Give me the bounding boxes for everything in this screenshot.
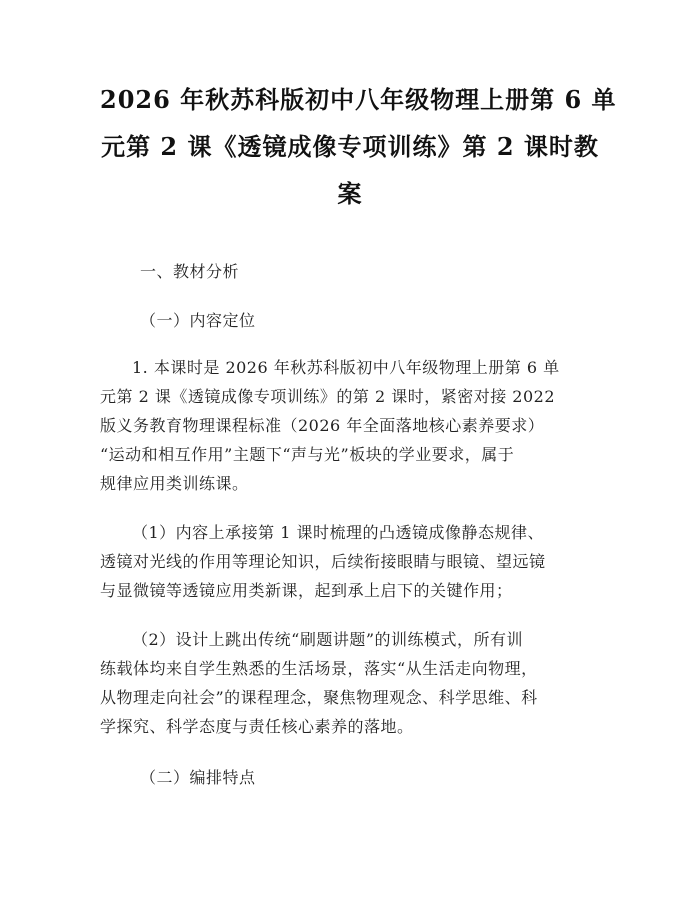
paragraph-line: 规律应用类训练课。	[100, 474, 249, 493]
paragraph-course-overview	[100, 353, 600, 498]
paragraph-line: 从物理走向社会”的课程理念，聚焦物理观念、科学思维、科	[100, 688, 538, 707]
title-line: 案	[337, 179, 363, 208]
paragraph-line: 版义务教育物理课程标准（2026 年全面落地核心素养要求）	[100, 416, 545, 435]
section-heading-teaching-analysis: 一、教材分析	[140, 262, 240, 281]
subsection-heading-content-positioning: （一）内容定位	[140, 311, 256, 330]
title-line: 元第 2 课《透镜成像专项训练》第 2 课时教	[101, 132, 599, 161]
subsection-heading-arrangement-features: （二）编排特点	[140, 768, 256, 787]
paragraph-line: 练载体均来自学生熟悉的生活场景，落实“从生活走向物理，	[100, 659, 538, 678]
paragraph-design-approach	[100, 625, 600, 741]
paragraph-line: （1）内容上承接第 1 课时梳理的凸透镜成像静态规律、	[132, 523, 545, 542]
paragraph-line: “运动和相互作用”主题下“声与光”板块的学业要求，属于	[100, 445, 515, 464]
paragraph-line: 透镜对光线的作用等理论知识，后续衔接眼睛与眼镜、望远镜	[100, 552, 546, 571]
document-title	[100, 76, 617, 217]
title-line: 2026 年秋苏科版初中八年级物理上册第 6 单	[100, 85, 617, 114]
paragraph-content-connection	[100, 518, 600, 605]
paragraph-line: 1. 本课时是 2026 年秋苏科版初中八年级物理上册第 6 单	[132, 358, 560, 377]
paragraph-line: 学探究、科学态度与责任核心素养的落地。	[100, 717, 414, 736]
paragraph-line: 与显微镜等透镜应用类新课，起到承上启下的关键作用；	[100, 581, 513, 600]
paragraph-line: 元第 2 课《透镜成像专项训练》的第 2 课时，紧密对接 2022	[100, 387, 556, 406]
paragraph-line: （2）设计上跳出传统“刷题讲题”的训练模式，所有训	[132, 630, 524, 649]
